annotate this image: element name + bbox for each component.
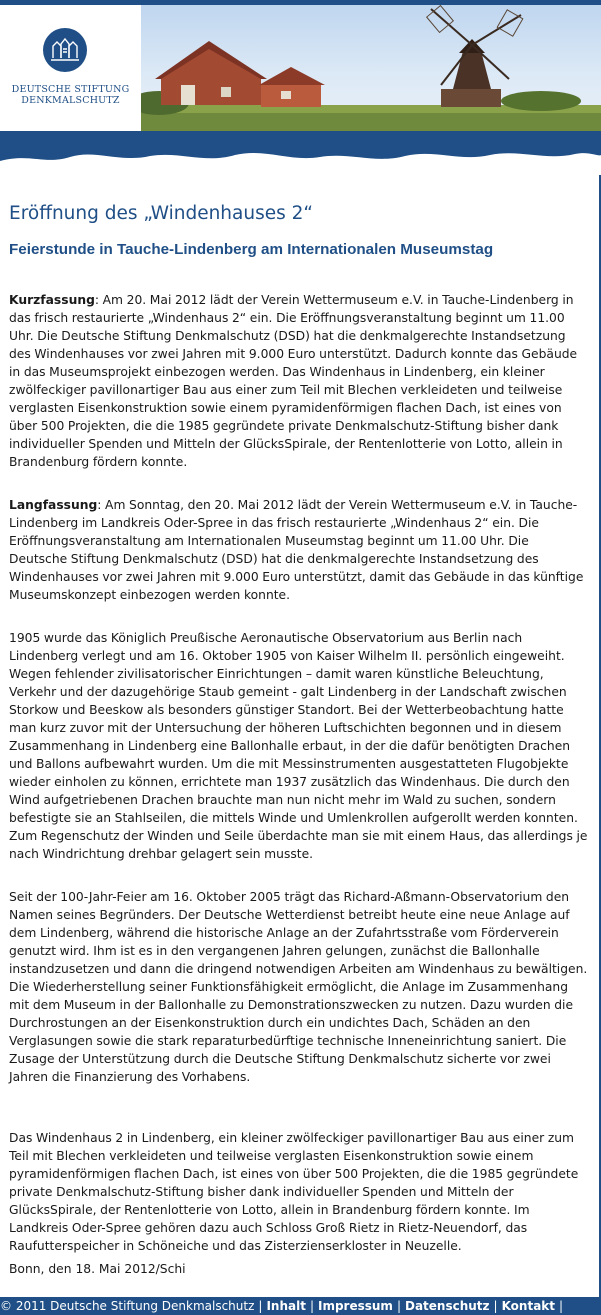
paragraph-observatory: Seit der 100-Jahr-Feier am 16. Oktober 2005 trägt das Richard-Aßmann-Observatorium den Namen seines Begründers. Der Deutsche Wetterdienst betreibt heute eine neue Anlage auf dem Lindenberg, während die historische Anlage an der Zufahrtsstraße vom Förderverein genutzt wird. Ihm ist es in den vergangenen Jahren gelungen, zunächst die Ballonhalle instandzusetzen und dann die dringend notwendigen Arbeiten am Windenhaus zu bewältigen. Die Wiederherstellung seiner Funktionsfähigkeit ermöglicht, die Anlage im Zusammenhang mit dem Museum in der Ballonhalle zu Demonstrationszwecken zu nutzen. Dazu wurden die Durchrostungen an der Eisenkonstruktion durch ein undichtes Dach, Schäden an den Verglasungen sowie die stark reparaturbedürftige technische Inneneinrichtung saniert. Die Zusage der Unterstützung durch die Deutsche Stiftung Denkmalschutz sicherte vor zwei Jahren die Finanzierung des Vorhabens. — [9, 890, 588, 1084]
windmill-landscape-illustration — [141, 5, 601, 131]
paragraph-text: : Am Sonntag, den 20. Mai 2012 lädt der Verein Wettermuseum e.V. in Tauche-Lindenberg im Landkreis Oder-Spree in das frisch restaurierte „Windenhaus 2“ ein. Die Eröffnungsveranstaltung am Internationalen Museumstag beginnt um 11.00 Uhr. Die Deutsche Stiftung Denkmalschutz (DSD) hat die denkmalgerechte Instandsetzung des Windenhauses vor zwei Jahren mit 9.000 Euro unterstützt, damit das Gebäude in das künftige Museumskonzept einbezogen werden konnte. — [9, 498, 584, 602]
logo-text: DEUTSCHE STIFTUNG DENKMALSCHUTZ — [11, 84, 130, 106]
footer-copyright: © 2011 Deutsche Stiftung Denkmalschutz — [0, 1299, 255, 1313]
page-subtitle: Feierstunde in Tauche-Lindenberg am Internationalen Museumstag — [9, 241, 494, 258]
logo[interactable] — [0, 5, 141, 131]
footer-link-impressum[interactable]: Impressum — [317, 1299, 393, 1313]
foundation-seal-icon — [43, 28, 87, 72]
paragraph-projects: Das Windenhaus 2 in Lindenberg, ein kleiner zwölfeckiger pavillonartiger Bau aus einer zum Teil mit Blechen verkleideten und teilweise verglasten Eisenkonstruktion sowie einem pyramidenförmigen flachen Dach, ist eines von über 500 Projekten, die die 1985 gegründete private Denkmalschutz-Stiftung bisher dank individueller Spenden und Mitteln der GlücksSpirale, der Rentenlotterie von Lotto, allein in Brandenburg fördern konnte. Im Landkreis Oder-Spree gehören dazu auch Schloss Groß Rietz in Rietz-Neuendorf, das Raufutterspeicher in Schöneiche und das Zisterzienserkloster in Neuzelle. — [9, 1131, 579, 1253]
page-title: Eröffnung des „Windenhauses 2“ — [9, 203, 313, 224]
paragraph-label: Kurzfassung — [9, 293, 95, 307]
torn-paper-overlay — [0, 131, 601, 175]
paragraph-history: 1905 wurde das Königlich Preußische Aeronautische Observatorium aus Berlin nach Lindenberg verlegt und am 16. Oktober 1905 von Kaiser Wilhelm II. persönlich eingeweiht. Wegen fehlender zivilisatorischer Einrichtungen – damit waren künstliche Beleuchtung, Verkehr und der dazugehörige Staub gemeint - galt Lindenberg in der Landschaft zwischen Storkow und Beeskow als besonders günstiger Standort. Bei der Wetterbeobachtung hatte man kurz zuvor mit der Untersuchung der höheren Luftschichten begonnen und in diesem Zusammenhang in Lindenberg eine Ballonhalle erbaut, in der die dafür benötigten Drachen und Ballons aufbewahrt wurden. Um die mit Messinstrumenten ausgestatteten Flugobjekte wieder einholen zu können, errichtete man 1937 zusätzlich das Windenhaus. Die durch den Wind aufgetriebenen Drachen brauchte man nun nicht mehr im Wald zu suchen, sondern befestigte sie an Stahlseilen, die mittels Winde und Umlenkrollen aufgerollt werden konnten. Zum Regenschutz der Winden und Seile überdachte man sie mit einem Haus, das allerdings je nach Windrichtung drehbar gelagert sein musste. — [9, 631, 588, 861]
paragraph-label: Langfassung — [9, 498, 98, 512]
paragraph-kurzfassung — [9, 291, 589, 471]
header — [0, 0, 601, 131]
paragraph-langfassung — [9, 496, 589, 604]
navigation-band — [0, 131, 601, 175]
footer-link-kontakt[interactable]: Kontakt — [501, 1299, 556, 1313]
footer — [0, 1297, 601, 1315]
dateline: Bonn, den 18. Mai 2012/Schi — [9, 1262, 186, 1276]
footer-separator: | — [559, 1299, 564, 1313]
header-banner-photo — [141, 5, 601, 131]
footer-separator: | — [396, 1299, 401, 1313]
footer-link-inhalt[interactable]: Inhalt — [266, 1299, 306, 1313]
footer-separator: | — [309, 1299, 314, 1313]
footer-separator: | — [493, 1299, 498, 1313]
paragraph-text: : Am 20. Mai 2012 lädt der Verein Wettermuseum e.V. in Tauche-Lindenberg in das frisch restaurierte „Windenhaus 2“ ein. Die Eröffnungsveranstaltung beginnt um 11.00 Uhr. Die Deutsche Stiftung Denkmalschutz (DSD) hat die denkmalgerechte Instandsetzung des Windenhauses vor zwei Jahren mit 9.000 Euro unterstützt. Dadurch konnte das Gebäude in das Museumsprojekt einbezogen werden. Das Windenhaus in Lindenberg, ein kleiner zwölfeckiger pavillonartiger Bau aus einer zum Teil mit Blechen verkleideten und teilweise verglasten Eisenkonstruktion sowie einem pyramidenförmigen flachen Dach, ist eines von über 500 Projekten, die die 1985 gegründete private Denkmalschutz-Stiftung bisher dank individueller Spenden und Mitteln der GlücksSpirale, der Rentenlotterie von Lotto, allein in Brandenburg fördern konnte. — [9, 293, 578, 469]
footer-link-datenschutz[interactable]: Datenschutz — [404, 1299, 490, 1313]
footer-separator: | — [258, 1299, 263, 1313]
